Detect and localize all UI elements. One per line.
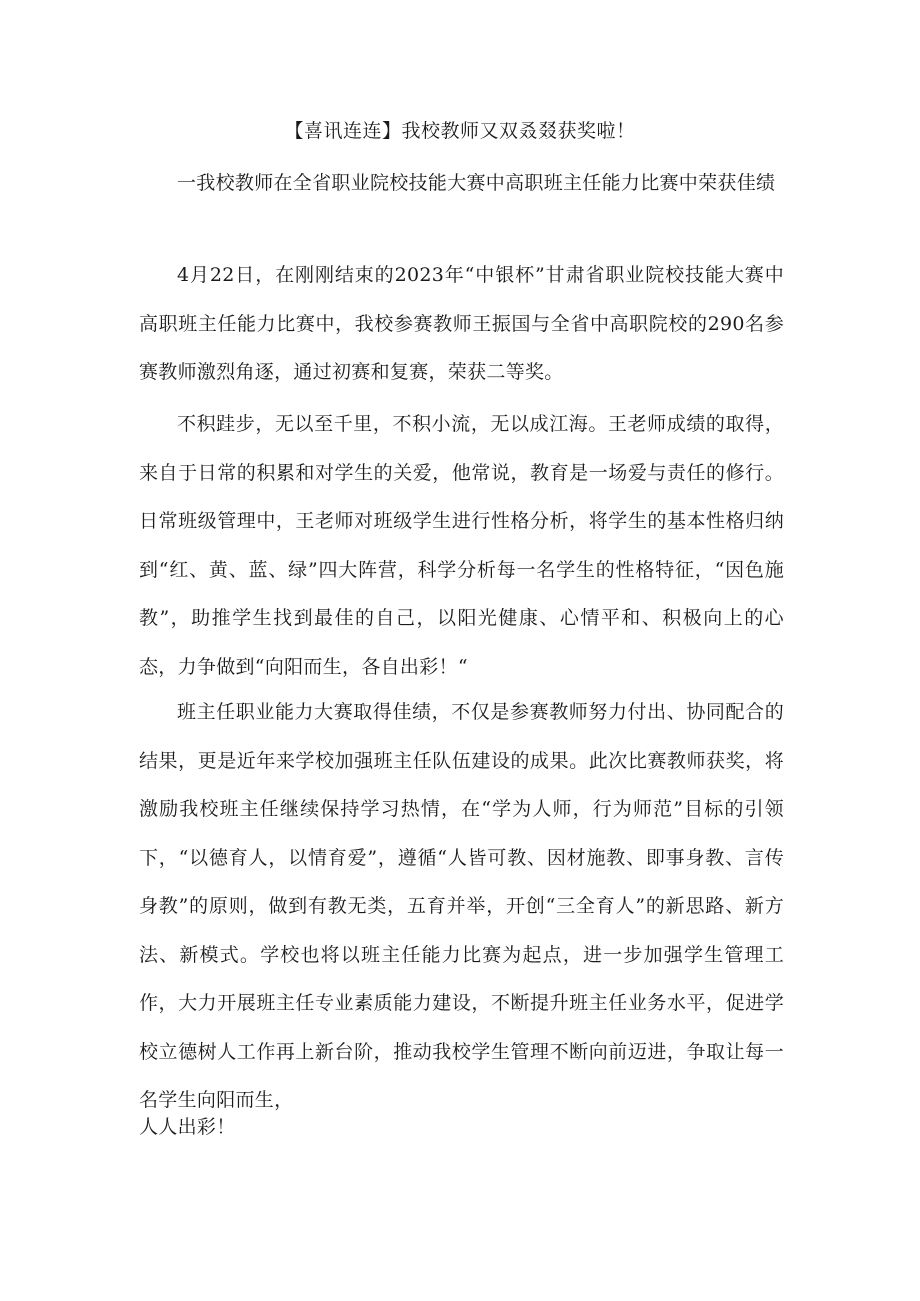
document-subtitle: 一我校教师在全省职业院校技能大赛中高职班主任能力比赛中荣获佳绩 <box>177 172 776 194</box>
closing-line: 人人出彩！ <box>139 1116 236 1138</box>
body-paragraph-3: 班主任职业能力大赛取得佳绩，不仅是参赛教师努力付出、协同配合的结果，更是近年来学校加强班主任队伍建设的成果。此次比赛教师获奖，将激励我校班主任继续保持学习热情，在“学为人师，行为师范”目标的引领下，“以德育人，以情育爱”，遵循“人皆可教、因材施教、即事身教、言传身教”的原则，做到有教无类，五育并举，开创“三全育人”的新思路、新方法、新模式。学校也将以班主任能力比赛为起点，进一步加强学生管理工作，大力开展班主任专业素质能力建设，不断提升班主任业务水平，促进学校立德树人工作再上新台阶，推动我校学生管理不断向前迈进，争取让每一名学生向阳而生， <box>139 701 784 1111</box>
body-paragraph-2: 不积跬步，无以至千里，不积小流，无以成江海。王老师成绩的取得，来自于日常的积累和对学生的关爱，他常说，教育是一场爱与责任的修行。日常班级管理中，王老师对班级学生进行性格分析，将学生的基本性格归纳到“红、黄、蓝、绿”四大阵营，科学分析每一名学生的性格特征，“因色施教”，助推学生找到最佳的自己，以阳光健康、心情平和、积极向上的心态，力争做到“向阳而生，各自出彩！“ <box>139 413 784 678</box>
body-paragraph-1: 4月22日，在刚刚结束的2023年“中银杯”甘肃省职业院校技能大赛中高职班主任能力比赛中，我校参赛教师王振国与全省中高职院校的290名参赛教师激烈角逐，通过初赛和复赛，荣获二等奖。 <box>139 264 784 383</box>
document-title: 【喜讯连连】我校教师又双叒叕获奖啦！ <box>284 120 636 142</box>
